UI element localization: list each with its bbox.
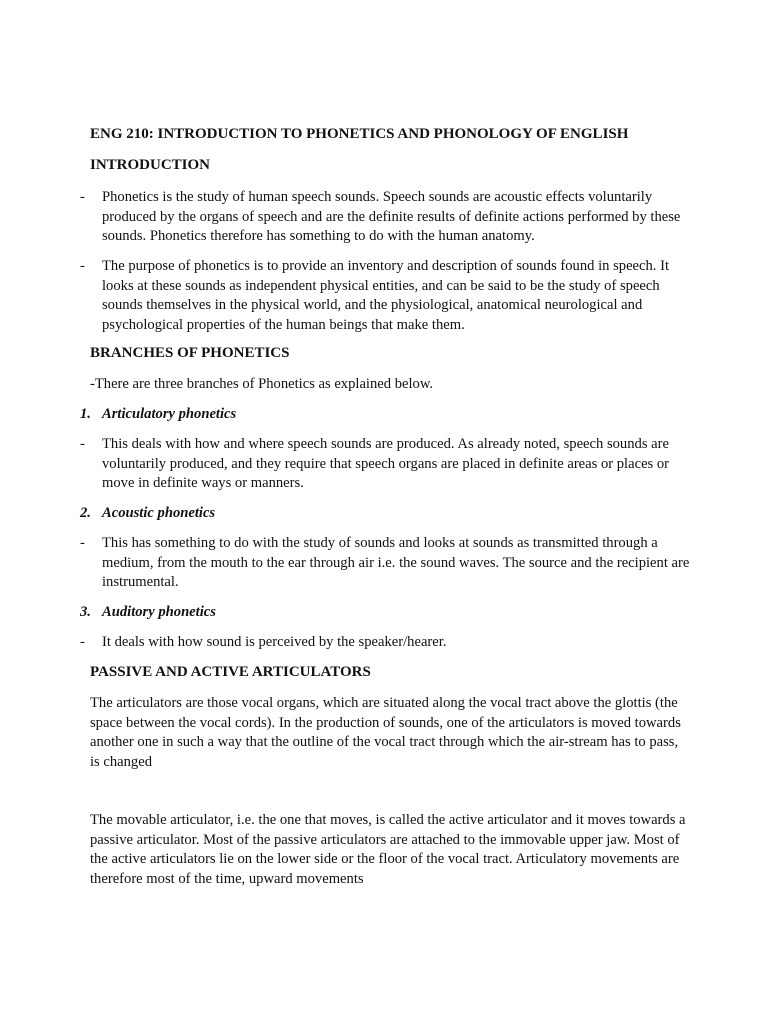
- branch-3-name: Auditory phonetics: [102, 604, 216, 620]
- branches-heading: BRANCHES OF PHONETICS: [90, 345, 290, 361]
- bullet-dash: -: [80, 189, 85, 205]
- articulators-paragraph-1: The articulators are those vocal organs, which are situated along the vocal tract above the glottis (the space between the vocal cords). In the production of sounds, one of the articulators is moved towards another one in such a way that the outline of the vocal tract through which the air-stream has to pass, is changed: [90, 695, 681, 770]
- bullet-dash: -: [80, 258, 85, 274]
- branch-2-name: Acoustic phonetics: [102, 505, 216, 521]
- branch-3-number: 3.: [80, 604, 91, 620]
- articulators-heading: PASSIVE AND ACTIVE ARTICULATORS: [90, 664, 371, 680]
- branches-intro: -There are three branches of Phonetics as explained below.: [90, 376, 434, 392]
- branch-2-number: 2.: [80, 505, 91, 521]
- branch-1-description: This deals with how and where speech sounds are produced. As already noted, speech sounds are voluntarily produced, and they require that speech organs are placed in definite areas or places or move in definite ways or manners.: [102, 436, 670, 491]
- branch-1-title: [80, 405, 236, 425]
- intro-bullet-1: Phonetics is the study of human speech sounds. Speech sounds are acoustic effects voluntarily produced by the organs of speech and are the definite results of definite actions performed by these sounds. Phonetics therefore has something to do with the human anatomy.: [102, 189, 681, 244]
- branch-2-description: This has something to do with the study of sounds and looks at sounds as transmitted through a medium, from the mouth to the ear through air i.e. the sound waves. The source and the recipient are instrumental.: [102, 535, 690, 590]
- branch-2-title: [80, 504, 215, 524]
- branch-3-title: [80, 603, 216, 623]
- branch-1-number: 1.: [80, 406, 91, 422]
- intro-bullet-2: The purpose of phonetics is to provide an inventory and description of sounds found in speech. It looks at these sounds as independent physical entities, and can be said to be the study of speech sounds themselves in the physical world, and the physiological, anatomical neurological and psychological properties of the human beings that make them.: [102, 258, 670, 333]
- bullet-dash: -: [80, 535, 85, 551]
- document-title: ENG 210: INTRODUCTION TO PHONETICS AND PHONOLOGY OF ENGLISH: [90, 126, 629, 142]
- bullet-dash: -: [80, 634, 85, 650]
- branch-3-description: It deals with how sound is perceived by the speaker/hearer.: [102, 634, 447, 650]
- articulators-paragraph-2: The movable articulator, i.e. the one that moves, is called the active articulator and it moves towards a passive articulator. Most of the passive articulators are attached to the immovable upper jaw. Most of the active articulators lie on the lower side or the floor of the vocal tract. Articulatory movements are therefore most of the time, upward movements: [90, 812, 686, 887]
- bullet-dash: -: [80, 436, 85, 452]
- introduction-heading: INTRODUCTION: [90, 157, 211, 173]
- branch-1-name: Articulatory phonetics: [102, 406, 237, 422]
